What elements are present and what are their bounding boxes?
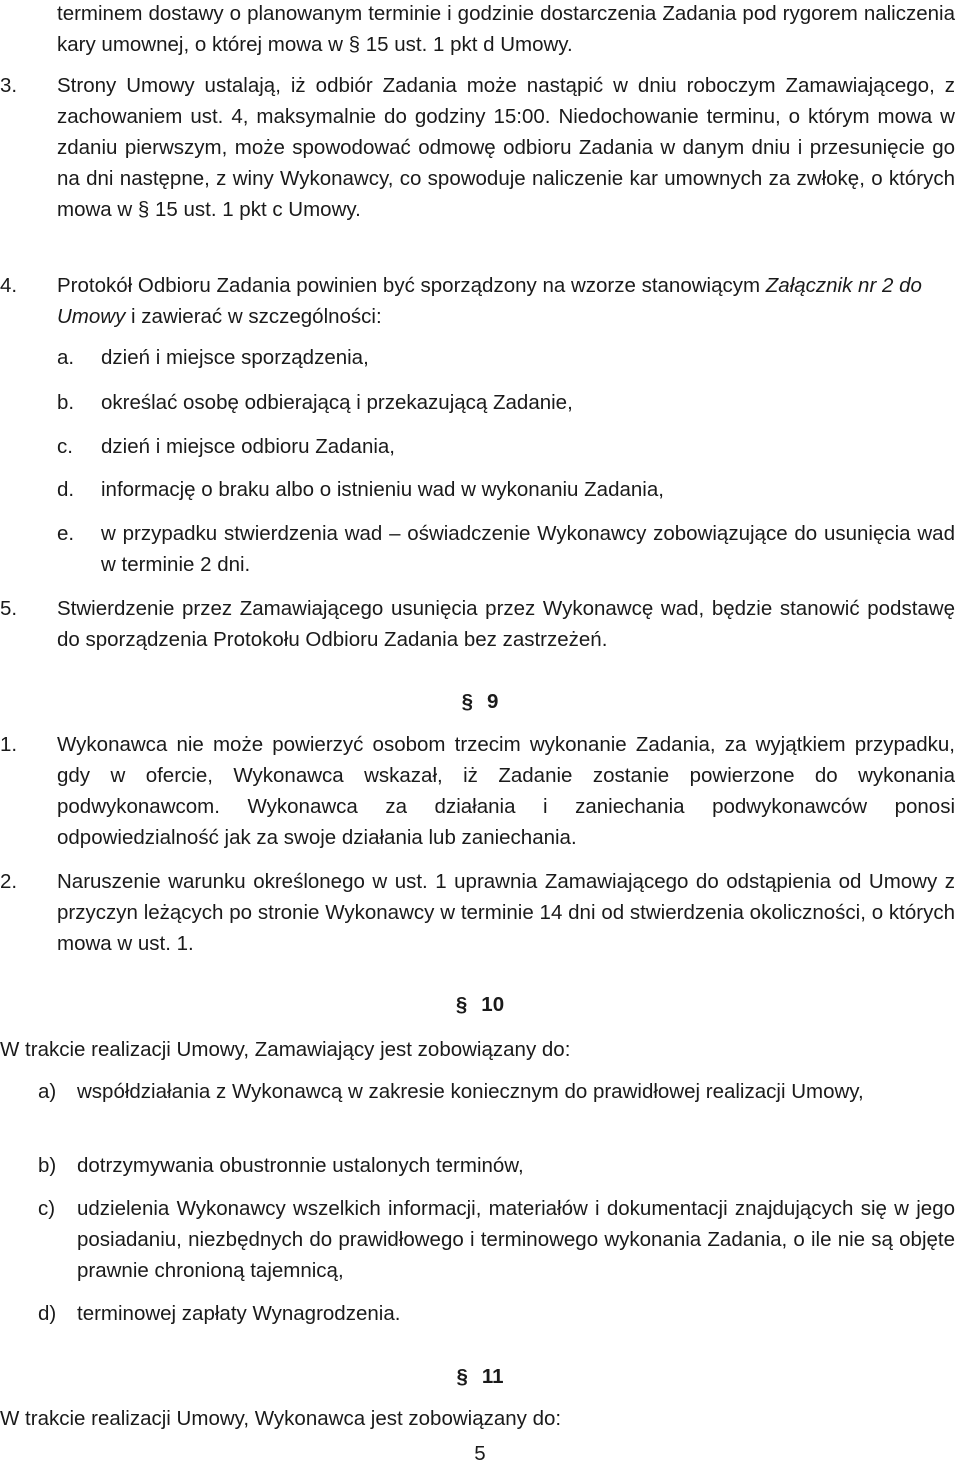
section-number: 11 (481, 1365, 504, 1388)
list-item-text: dotrzymywania obustronnie ustalonych terminów, (77, 1154, 524, 1177)
list-item-letter: b) (38, 1154, 57, 1177)
subitem-letter: d. (57, 478, 75, 501)
subitem-text: określać osobę odbierającą i przekazującą Zadanie, (101, 391, 573, 414)
subitem-text: dzień i miejsce sporządzenia, (101, 346, 369, 369)
list-item-text: współdziałania z Wykonawcą w zakresie koniecznym do prawidłowej realizacji Umowy, (77, 1080, 864, 1103)
list-item-text: udzielenia Wykonawcy wszelkich informacji, materiałów i dokumentacji znajdujących się w jego posiadaniu, niezbędnych do prawidłowego i terminowego wykonania Zadania, o ile nie są objęte prawnie chronioną tajemnicą, (77, 1197, 955, 1282)
subitem-text: w przypadku stwierdzenia wad – oświadczenie Wykonawcy zobowiązujące do usunięcia wad w terminie 2 dni. (101, 522, 955, 576)
page-number: 5 (474, 1442, 486, 1465)
subitem-letter: b. (57, 391, 75, 414)
subitem-letter: e. (57, 522, 75, 545)
list-item-letter: a) (38, 1080, 57, 1103)
item-number: 2. (0, 870, 18, 893)
subitem-letter: a. (57, 346, 75, 369)
item-text: Naruszenie warunku określonego w ust. 1 uprawnia Zamawiającego do odstąpienia od Umowy z przyczyn leżących po stronie Wykonawcy w terminie 14 dni od stwierdzenia okoliczności, o których mowa w ust. 1. (57, 870, 955, 955)
item-text-part: Protokół Odbioru Zadania powinien być sporządzony na wzorze stanowiącym (57, 274, 766, 297)
section-symbol: § (455, 993, 468, 1016)
item-text: Wykonawca nie może powierzyć osobom trzecim wykonanie Zadania, za wyjątkiem przypadku, gdy w ofercie, Wykonawca wskazał, iż Zadanie zostanie powierzone do wykonania podwykonawcom. Wykonawca za działania i zaniechania podwykonawców ponosi odpowiedzialność jak za swoje działania lub zaniechania. (57, 733, 955, 849)
item-number: 1. (0, 733, 18, 756)
section-number: 9 (487, 690, 499, 713)
section-intro: W trakcie realizacji Umowy, Zamawiający jest zobowiązany do: (0, 1038, 571, 1061)
attachment-reference: Załącznik nr 2 do Umowy (57, 274, 922, 328)
section-symbol: § (456, 1365, 468, 1388)
subitem-text: informację o braku albo o istnieniu wad w wykonaniu Zadania, (101, 478, 664, 501)
subitem-letter: c. (57, 435, 73, 458)
section-heading (0, 686, 960, 717)
item-number: 4. (0, 274, 18, 297)
section-symbol: § (461, 690, 473, 713)
item-text (57, 270, 955, 332)
section-heading (0, 989, 960, 1020)
item-text-part: i zawierać w szczególności: (125, 305, 382, 328)
item-text: Strony Umowy ustalają, iż odbiór Zadania może nastąpić w dniu roboczym Zamawiającego, z zachowaniem ust. 4, maksymalnie do godziny 15:00. Niedochowanie terminu, o którym mowa w zdaniu pierwszym, może spowodować odmowę odbioru Zadania w danym dniu i przesunięcie go na dni następne, z winy Wykonawcy, co spowoduje naliczenie kar umownych za zwłokę, o których mowa w § 15 ust. 1 pkt c Umowy. (57, 74, 955, 221)
list-item-letter: d) (38, 1302, 57, 1325)
item-text: Stwierdzenie przez Zamawiającego usunięcia przez Wykonawcę wad, będzie stanowić podstawę do sporządzenia Protokołu Odbioru Zadania bez zastrzeżeń. (57, 597, 955, 651)
list-item-letter: c) (38, 1197, 56, 1220)
continuation-paragraph: terminem dostawy o planowanym terminie i godzinie dostarczenia Zadania pod rygorem naliczenia kary umownej, o której mowa w § 15 ust. 1 pkt d Umowy. (57, 2, 955, 56)
section-number: 10 (481, 993, 505, 1016)
item-number: 3. (0, 74, 18, 97)
item-number: 5. (0, 597, 18, 620)
subitem-text: dzień i miejsce odbioru Zadania, (101, 435, 395, 458)
section-heading (0, 1361, 960, 1392)
section-intro: W trakcie realizacji Umowy, Wykonawca jest zobowiązany do: (0, 1407, 562, 1430)
list-item-text: terminowej zapłaty Wynagrodzenia. (77, 1302, 401, 1325)
